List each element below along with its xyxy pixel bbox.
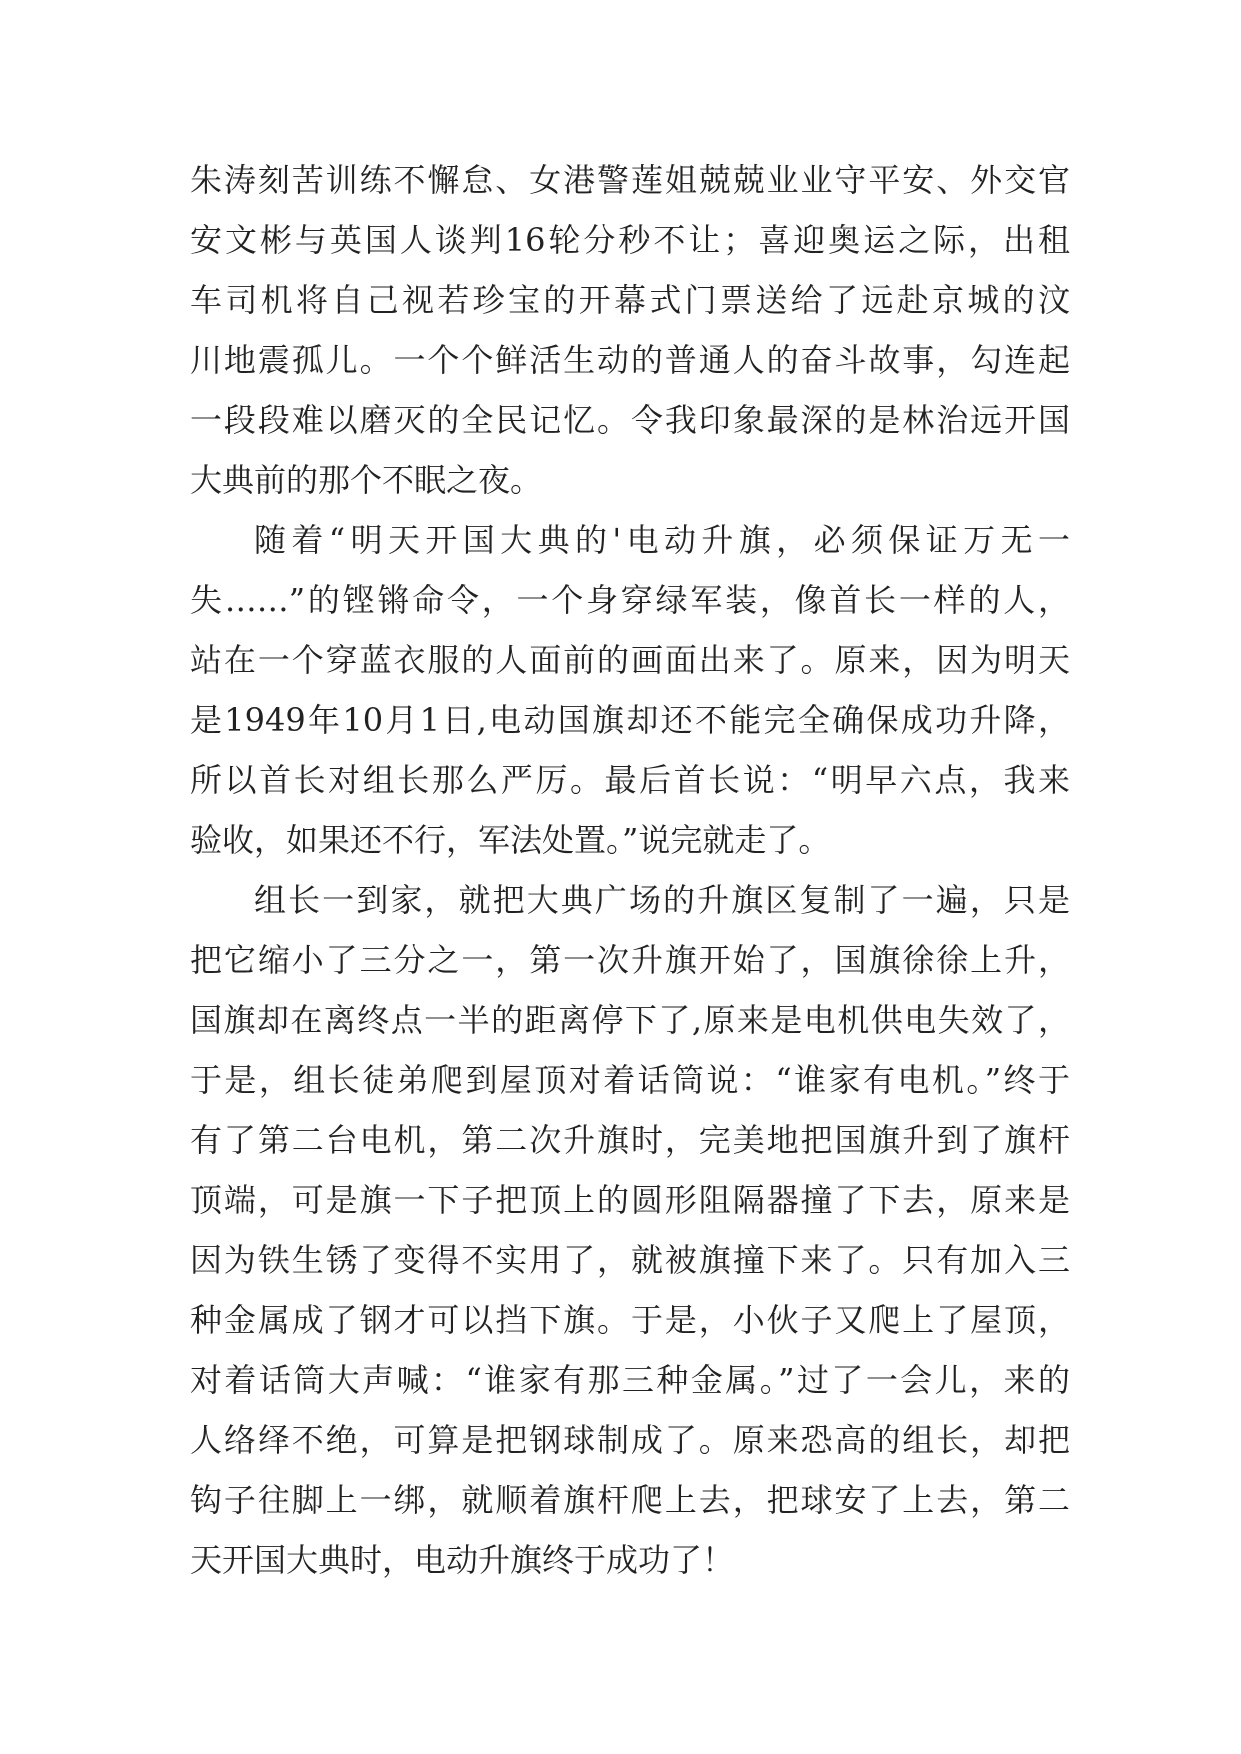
text-line: 车司机将自己视若珍宝的开幕式门票送给了远赴京城的汶 (190, 281, 1070, 319)
text-line: 是1949年10月1日,电动国旗却还不能完全确保成功升降， (190, 701, 1070, 739)
text-line: 对着话筒大声喊：“谁家有那三种金属。”过了一会儿，来的 (190, 1361, 1070, 1399)
text-line: 大典前的那个不眠之夜。 (190, 461, 543, 499)
text-line: 钩子往脚上一绑，就顺着旗杆爬上去，把球安了上去，第二 (190, 1481, 1070, 1519)
text-line: 川地震孤儿。一个个鲜活生动的普通人的奋斗故事，勾连起 (190, 341, 1070, 379)
text-line: 失……”的铿锵命令，一个身穿绿军装，像首长一样的人， (190, 581, 1070, 619)
body-text (190, 150, 1070, 1590)
text-line: 天开国大典时，电动升旗终于成功了！ (190, 1541, 735, 1579)
text-line: 因为铁生锈了变得不实用了，就被旗撞下来了。只有加入三 (190, 1241, 1070, 1279)
text-line: 站在一个穿蓝衣服的人面前的画面出来了。原来，因为明天 (190, 641, 1070, 679)
text-line: 把它缩小了三分之一，第一次升旗开始了，国旗徐徐上升， (190, 941, 1070, 979)
paragraph-start-line: 组长一到家，就把大典广场的升旗区复制了一遍，只是 (254, 881, 1070, 919)
text-line: 所以首长对组长那么严厉。最后首长说：“明早六点，我来 (190, 761, 1070, 799)
text-line: 有了第二台电机，第二次升旗时，完美地把国旗升到了旗杆 (190, 1121, 1070, 1159)
paragraph-start-line: 随着“明天开国大典的'电动升旗，必须保证万无一 (254, 521, 1070, 559)
text-line: 朱涛刻苦训练不懈怠、女港警莲姐兢兢业业守平安、外交官 (190, 161, 1070, 199)
text-line: 安文彬与英国人谈判16轮分秒不让；喜迎奥运之际，出租 (190, 221, 1070, 259)
text-line: 一段段难以磨灭的全民记忆。令我印象最深的是林治远开国 (190, 401, 1070, 439)
text-line: 种金属成了钢才可以挡下旗。于是，小伙子又爬上了屋顶， (190, 1301, 1070, 1339)
text-line: 人络绎不绝，可算是把钢球制成了。原来恐高的组长，却把 (190, 1421, 1070, 1459)
text-line: 顶端，可是旗一下子把顶上的圆形阻隔器撞了下去，原来是 (190, 1181, 1070, 1219)
text-line: 验收，如果还不行，军法处置。”说完就走了。 (190, 821, 831, 859)
text-line: 国旗却在离终点一半的距离停下了,原来是电机供电失效了， (190, 1001, 1070, 1039)
text-line: 于是，组长徒弟爬到屋顶对着话筒说：“谁家有电机。”终于 (190, 1061, 1070, 1099)
